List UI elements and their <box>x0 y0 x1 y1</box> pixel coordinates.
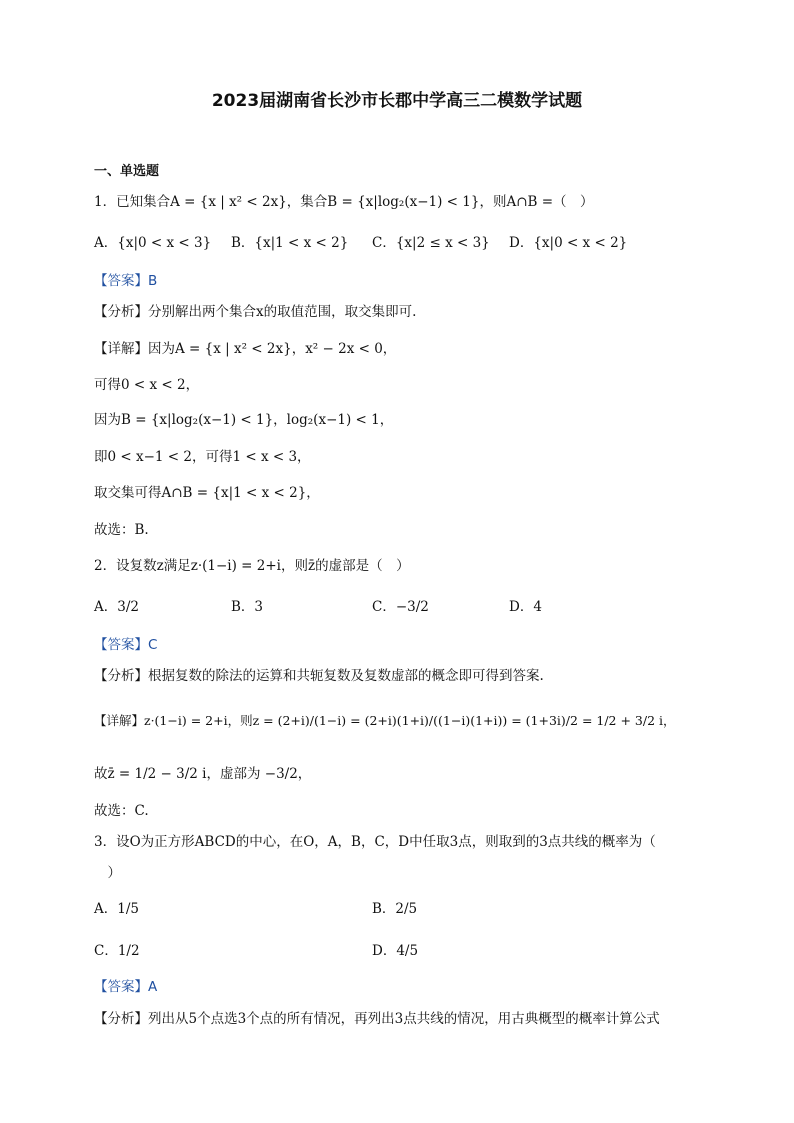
q3-stem: 3．设O为正方形ABCD的中心，在O，A，B，C，D中任取3点，则取到的3点共线的概率为（ <box>94 834 656 850</box>
q1-detail-line: 即0 < x−1 < 2，可得1 < x < 3， <box>94 449 311 465</box>
q1-analysis: 【分析】分别解出两个集合x的取值范围，取交集即可. <box>94 304 417 320</box>
q1-option-d: D．{x|0 < x < 2} <box>509 235 628 251</box>
q3-option-b: B．2/5 <box>372 901 418 917</box>
q1-answer: 【答案】B <box>94 273 158 289</box>
q1-detail-line: 因为B = {x|log₂(x−1) < 1}，log₂(x−1) < 1， <box>94 412 394 428</box>
q2-detail-line: 【详解】z·(1−i) = 2+i，则z = (2+i)/(1−i) = (2+i)(1+i)/((1−i)(1+i)) = (1+3i)/2 = 1/2 + 3/2 i， <box>94 713 676 728</box>
q2-option-d: D．4 <box>509 599 542 615</box>
q1-option-c: C．{x|2 ≤ x < 3} <box>372 235 490 251</box>
q2-detail-line: 故选：C. <box>94 803 149 819</box>
q3-stem-continuation: ） <box>94 865 121 881</box>
q1-option-b: B．{x|1 < x < 2} <box>231 235 349 251</box>
q3-option-d: D．4/5 <box>372 943 419 959</box>
q1-option-a: A．{x|0 < x < 3} <box>94 235 212 251</box>
q2-analysis: 【分析】根据复数的除法的运算和共轭复数及复数虚部的概念即可得到答案. <box>94 668 544 684</box>
q1-detail-line: 取交集可得A∩B = {x|1 < x < 2}， <box>94 485 320 501</box>
q2-detail-line: 故z̄ = 1/2 − 3/2 i，虚部为 −3/2， <box>94 766 312 782</box>
section-heading: 一、单选题 <box>94 164 160 179</box>
q3-answer: 【答案】A <box>94 979 158 995</box>
q2-option-c: C．−3/2 <box>372 599 429 615</box>
q2-stem: 2．设复数z满足z·(1−i) = 2+i，则z̄的虚部是（ ） <box>94 558 410 574</box>
q1-detail-line: 故选：B. <box>94 522 149 538</box>
q1-detail-line: 可得0 < x < 2， <box>94 377 200 393</box>
q2-option-a: A．3/2 <box>94 599 139 615</box>
q3-option-a: A．1/5 <box>94 901 139 917</box>
q2-answer: 【答案】C <box>94 637 158 653</box>
q2-option-b: B．3 <box>231 599 264 615</box>
q1-stem: 1．已知集合A = {x | x² < 2x}，集合B = {x|log₂(x−1) < 1}，则A∩B =（ ） <box>94 194 594 210</box>
q3-option-c: C．1/2 <box>94 943 140 959</box>
q1-detail-line: 【详解】因为A = {x | x² < 2x}，x² − 2x < 0， <box>94 341 397 357</box>
page-title: 2023届湖南省长沙市长郡中学高三二模数学试题 <box>211 91 583 111</box>
q3-analysis: 【分析】列出从5个点选3个点的所有情况，再列出3点共线的情况，用古典概型的概率计算公式 <box>94 1011 660 1027</box>
